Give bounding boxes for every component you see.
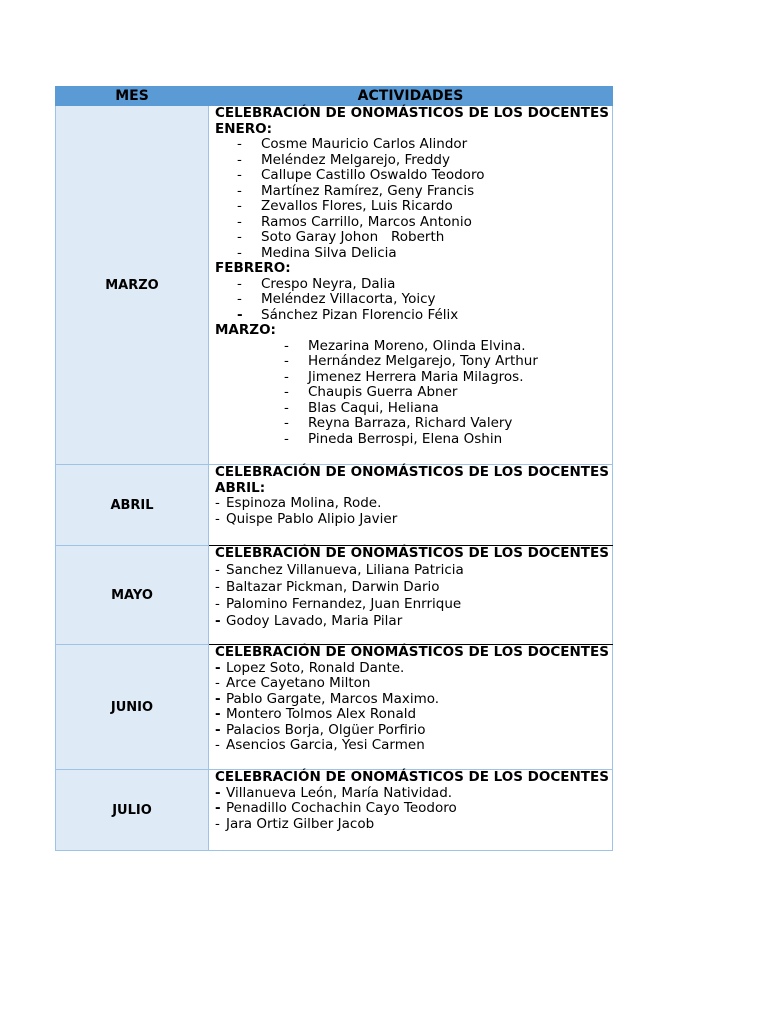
list-item: - Martínez Ramírez, Geny Francis	[237, 182, 475, 199]
list-item: - Jara Ortiz Gilber Jacob	[215, 815, 375, 832]
list-item: - Baltazar Pickman, Darwin Dario	[215, 578, 440, 595]
month-cell: JUNIO	[56, 645, 209, 770]
list-item: - Penadillo Cochachin Cayo Teodoro	[215, 800, 457, 816]
list-item: - Ramos Carrillo, Marcos Antonio	[237, 213, 472, 230]
header-actividades: ACTIVIDADES	[209, 87, 613, 106]
list-item: - Sanchez Villanueva, Liliana Patricia	[215, 561, 464, 578]
list-item: - Jimenez Herrera Maria Milagros.	[284, 368, 524, 385]
group-label: ENERO:	[215, 120, 273, 137]
row-marzo	[56, 106, 613, 465]
list-item: - Blas Caqui, Heliana	[284, 399, 439, 416]
header-mes: MES	[56, 87, 209, 106]
list-item: - Mezarina Moreno, Olinda Elvina.	[284, 337, 526, 354]
activity-heading: CELEBRACIÓN DE ONOMÁSTICOS DE LOS DOCENTES	[215, 464, 609, 480]
list-item: - Pineda Berrospi, Elena Oshin	[284, 430, 503, 447]
list-item: - Soto Garay Johon Roberth	[237, 229, 445, 245]
month-cell: ABRIL	[56, 465, 209, 546]
list-item: - Medina Silva Delicia	[237, 244, 397, 261]
list-item: - Crespo Neyra, Dalia	[237, 275, 396, 292]
list-item: - Hernández Melgarejo, Tony Arthur	[284, 353, 538, 369]
list-item: - Arce Cayetano Milton	[215, 675, 371, 691]
activities-cell	[209, 645, 613, 770]
list-item: - Godoy Lavado, Maria Pilar	[215, 612, 403, 629]
list-item: - Pablo Gargate, Marcos Maximo.	[215, 690, 440, 707]
row-junio	[56, 645, 613, 770]
activity-heading: CELEBRACIÓN DE ONOMÁSTICOS DE LOS DOCENTES	[215, 105, 609, 121]
list-item: - Palomino Fernandez, Juan Enrrique	[215, 595, 462, 612]
activity-heading: CELEBRACIÓN DE ONOMÁSTICOS DE LOS DOCENTES	[215, 545, 609, 561]
list-item: - Quispe Pablo Alipio Javier	[215, 510, 398, 527]
activity-heading: CELEBRACIÓN DE ONOMÁSTICOS DE LOS DOCENTES	[215, 769, 609, 785]
list-item: - Asencios Garcia, Yesi Carmen	[215, 737, 425, 753]
month-cell: JULIO	[56, 770, 209, 851]
list-item: - Montero Tolmos Alex Ronald	[215, 706, 417, 722]
list-item: - Callupe Castillo Oswaldo Teodoro	[237, 167, 485, 183]
activities-cell	[209, 106, 613, 465]
group-label: MARZO:	[215, 322, 276, 338]
list-item: - Meléndez Melgarejo, Freddy	[237, 151, 450, 168]
header-row	[56, 87, 613, 106]
list-item: - Reyna Barraza, Richard Valery	[284, 415, 513, 431]
list-item: - Sánchez Pizan Florencio Félix	[237, 306, 459, 323]
list-item: - Chaupis Guerra Abner	[284, 384, 458, 400]
list-item: - Meléndez Villacorta, Yoicy	[237, 291, 436, 307]
row-mayo	[56, 546, 613, 645]
activities-cell	[209, 546, 613, 645]
row-julio	[56, 770, 613, 851]
list-item: - Cosme Mauricio Carlos Alindor	[237, 136, 468, 152]
activity-heading: CELEBRACIÓN DE ONOMÁSTICOS DE LOS DOCENTES	[215, 644, 609, 660]
month-cell: MARZO	[56, 106, 209, 465]
group-label: FEBRERO:	[215, 260, 291, 276]
row-abril	[56, 465, 613, 546]
schedule-table	[55, 86, 613, 851]
list-item: - Zevallos Flores, Luis Ricardo	[237, 198, 453, 214]
list-item: - Villanueva León, María Natividad.	[215, 784, 453, 801]
activities-cell	[209, 770, 613, 851]
list-item: - Palacios Borja, Olgüer Porfirio	[215, 721, 426, 738]
group-label: ABRIL:	[215, 479, 266, 496]
list-item: - Espinoza Molina, Rode.	[215, 495, 382, 511]
activities-cell	[209, 465, 613, 546]
month-cell: MAYO	[56, 546, 209, 645]
list-item: - Lopez Soto, Ronald Dante.	[215, 659, 405, 676]
